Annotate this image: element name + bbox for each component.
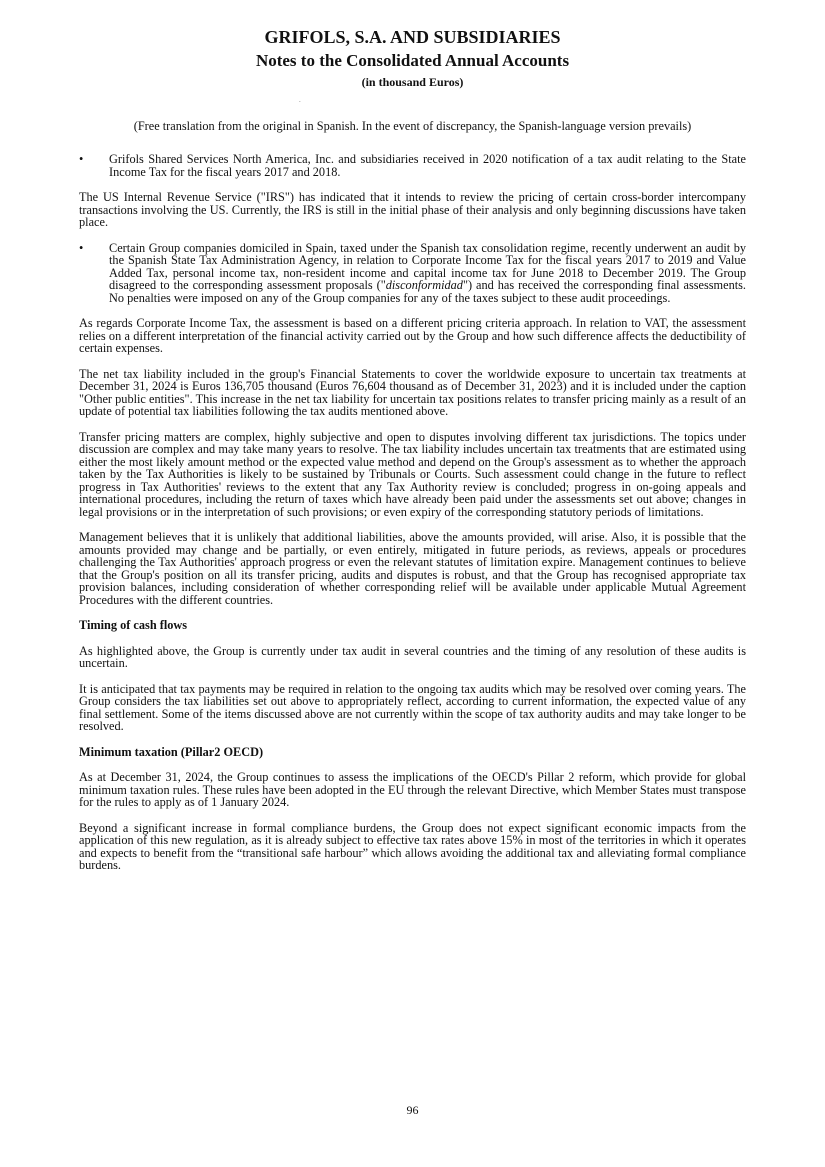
paragraph-net-tax-liability: The net tax liability included in the group's Financial Statements to cover the worldwide exposure to uncertain tax treatments at December 31, 2024 is Euros 136,705 thousand (Euros 76,604 thousand as of December 31, 2023) and it is included under the caption "Other public entities". This increase in the net tax liability for uncertain tax positions relates to transfer pricing mainly as a result of an update of potential tax liabilities following the tax audits mentioned above. (79, 366, 746, 418)
bullet-item (79, 242, 746, 305)
paragraph-pillar2-1: As at December 31, 2024, the Group continues to assess the implications of the OECD's Pillar 2 reform, which provide for global minimum taxation rules. These rules have been adopted in the EU through the relevant Directive, which Member States must transpose for the rules to apply as of 1 January 2024. (79, 770, 746, 809)
translation-note: (Free translation from the original in Spanish. In the event of discrepancy, the Spanish-language version prevails) (133, 119, 692, 133)
document-title: Notes to the Consolidated Annual Accounts (255, 51, 570, 70)
paragraph-irs: The US Internal Revenue Service ("IRS") has indicated that it intends to review the pricing of certain cross-border intercompany transactions involving the US. Currently, the IRS is still in the initial phase of their analysis and only beginning discussions have taken place. (79, 190, 746, 229)
section-heading-pillar2: Minimum taxation (Pillar2 OECD) (79, 744, 264, 759)
paragraph-corporate-income-tax: As regards Corporate Income Tax, the assessment is based on a different pricing criteria approach. In relation to VAT, the assessment relies on a different interpretation of the financial activity carried out by the Group and how such difference affects the deductibility of certain expenses. (79, 316, 746, 355)
header-mark: . (299, 96, 301, 104)
bullet-text-part: ") and has received the corresponding final assessments. No penalties were imposed on any of the Group companies for any of the taxes subject to these audit proceedings. (109, 278, 746, 305)
bullet-marker: • (79, 152, 84, 166)
units-subtitle: (in thousand Euros) (361, 75, 464, 89)
bullet-text-italic: disconformidad (385, 278, 463, 292)
bullet-marker: • (79, 240, 84, 255)
bullet-text-part: Certain Group companies domiciled in Spain, taxed under the Spanish tax consolidation regime, recently underwent an audit by the Spanish State Tax Administration Agency, in relation to Corporate Income Tax for the fiscal years 2017 to 2019 and Value Added Tax, personal income tax, non-resident income and capital income tax for June 2018 to December 2019. The Group disagreed to the corresponding assessment proposals (" (109, 240, 746, 292)
bullet-text-spain-audit (109, 242, 746, 305)
section-heading-timing: Timing of cash flows (79, 618, 188, 632)
paragraph-transfer-pricing: Transfer pricing matters are complex, highly subjective and open to disputes involving different tax jurisdictions. The topics under discussion are complex and may take many years to resolve. The tax liability includes uncertain tax treatments that are estimated using either the most likely amount method or the expected value method and depend on the Group's assessment as to whether the approach taken by the Tax Authorities is likely to be sustained by Tribunals or Courts. Such assessment could change in the future to reflect progress in Tax Authorities' reviews to the extent that any Tax Authority review is concluded; progress in on-going appeals and international procedures, including the return of taxes which have already been paid under the assessments set out above; changes in legal provisions or in the interpretation of such provisions; or even expiry of the corresponding statutory periods of limitations. (79, 429, 746, 519)
bullet-item (79, 153, 746, 178)
paragraph-timing-2: It is anticipated that tax payments may be required in relation to the ongoing tax audits which may be resolved over coming years. The Group considers the tax liabilities set out above to appropriately reflect, according to current information, the expected value of any final settlement. Some of the items discussed above are not currently within the scope of tax authority audits and may take longer to be resolved. (79, 681, 746, 733)
bullet-text-state-audit: Grifols Shared Services North America, Inc. and subsidiaries received in 2020 notification of a tax audit relating to the State Income Tax for the fiscal years 2017 and 2018. (109, 152, 746, 179)
paragraph-timing-1: As highlighted above, the Group is currently under tax audit in several countries and the timing of any resolution of these audits is uncertain. (79, 643, 746, 670)
company-title: GRIFOLS, S.A. AND SUBSIDIARIES (264, 27, 561, 47)
paragraph-management: Management believes that it is unlikely that additional liabilities, above the amounts provided, will arise. Also, it is possible that the amounts provided may change and be partially, or even entirely, mitigated in future periods, as reviews, appeals or procedures challenging the Tax Authorities' approach progress or even the relevant statutes of limitation expire. Management continues to believe that the Group's position on all its transfer pricing, audits and disputes is robust, and that the Group has recognised appropriate tax provision balances, including consideration of whether corresponding relief will be available under applicable Mutual Agreement Procedures with the different countries. (79, 530, 746, 607)
page-number: 96 (406, 1103, 419, 1117)
paragraph-pillar2-2: Beyond a significant increase in formal compliance burdens, the Group does not expect significant economic impacts from the application of this new regulation, as it is already subject to effective tax rates above 15% in most of the territories in which it operates and expects to benefit from the “transitional safe harbour” which allows avoiding the additional tax and alleviating formal compliance burdens. (79, 820, 746, 872)
body-content (79, 153, 746, 885)
